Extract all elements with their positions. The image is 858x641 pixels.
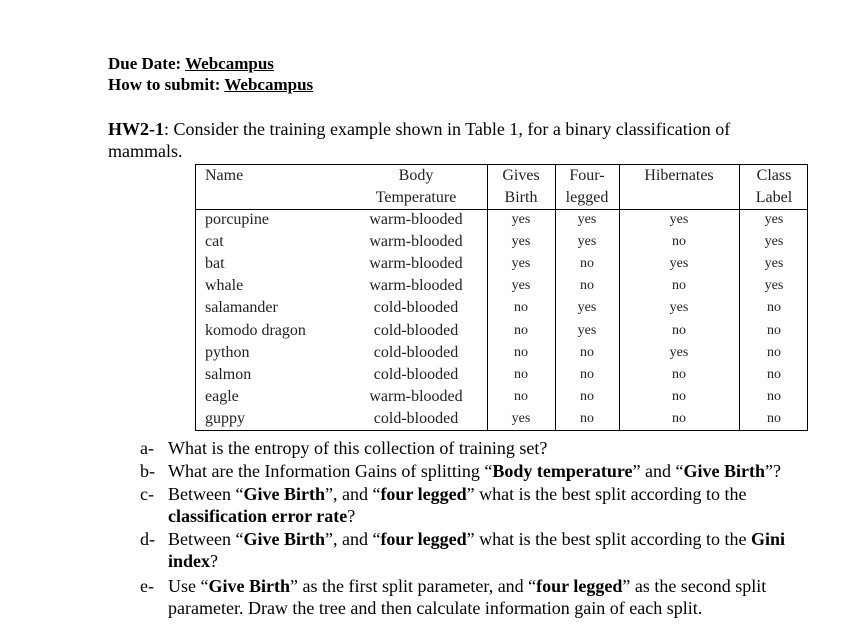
question-b: b- What are the Information Gains of splitting “Body temperature” and “Give Birth”? — [140, 461, 782, 481]
cell-four-legged: no — [580, 278, 594, 294]
how-to-submit-label: How to submit: — [108, 75, 221, 94]
problem-statement — [108, 118, 828, 162]
question-c: c- Between “Give Birth”, and “four legged” what is the best split according to the classification error rate? — [140, 484, 747, 526]
cell-class-label: no — [767, 410, 781, 426]
cell-gives-birth: no — [514, 344, 528, 360]
cell-gives-birth: no — [514, 388, 528, 404]
cell-class-label: yes — [764, 256, 784, 272]
cell-class-label: yes — [764, 234, 784, 250]
cell-class-label: no — [767, 344, 781, 360]
cell-gives-birth: yes — [511, 212, 531, 227]
cell-gives-birth: no — [514, 366, 528, 382]
cell-hibernates: no — [672, 234, 686, 250]
cell-hibernates: yes — [669, 212, 689, 227]
cell-body-temperature: cold-blooded — [373, 409, 459, 427]
header-class-1: Class — [756, 167, 792, 184]
problem-text-line1: : Consider the training example shown in Table 1, for a binary classification of — [164, 119, 731, 139]
cell-four-legged: no — [580, 366, 594, 382]
cell-four-legged: no — [580, 344, 594, 360]
cell-hibernates: no — [672, 278, 686, 294]
cell-gives-birth: no — [514, 300, 528, 316]
cell-hibernates: no — [672, 366, 686, 382]
cell-class-label: no — [767, 366, 781, 382]
cell-name: guppy — [205, 409, 245, 427]
cell-name: eagle — [205, 387, 239, 405]
header-hibernates: Hibernates — [644, 167, 714, 184]
cell-body-temperature: warm-blooded — [369, 277, 463, 295]
cell-gives-birth: yes — [511, 278, 531, 294]
question-a: a- What is the entropy of this collection of training set? — [140, 438, 548, 458]
header-body-1: Body — [398, 167, 434, 184]
cell-class-label: yes — [764, 278, 784, 294]
cell-body-temperature: cold-blooded — [373, 343, 459, 361]
due-date-label: Due Date: — [108, 54, 182, 73]
cell-gives-birth: yes — [511, 410, 531, 426]
header-four-2: legged — [565, 189, 609, 206]
cell-body-temperature: cold-blooded — [373, 365, 459, 383]
header-four-1: Four- — [569, 167, 605, 184]
cell-hibernates: no — [672, 322, 686, 338]
cell-body-temperature: warm-blooded — [369, 387, 463, 405]
cell-four-legged: no — [580, 388, 594, 404]
header-gives-2: Birth — [504, 189, 538, 206]
cell-four-legged: yes — [577, 234, 597, 250]
cell-body-temperature: cold-blooded — [373, 321, 459, 339]
cell-four-legged: no — [580, 256, 594, 272]
cell-name: porcupine — [205, 211, 269, 228]
question-d: d- Between “Give Birth”, and “four legged” what is the best split according to the Gini index? — [140, 529, 786, 571]
due-date-value: Webcampus — [185, 54, 274, 73]
cell-body-temperature: cold-blooded — [373, 299, 459, 317]
header-name: Name — [205, 167, 244, 184]
cell-body-temperature: warm-blooded — [369, 211, 463, 228]
question-e: e- Use “Give Birth” as the first split parameter, and “four legged” as the second split parameter. Draw the tree and then calculate information gain of each split. — [140, 576, 767, 618]
due-date-line — [108, 54, 274, 74]
cell-name: bat — [205, 255, 225, 273]
cell-name: whale — [205, 277, 244, 295]
cell-hibernates: yes — [669, 256, 689, 272]
cell-gives-birth: no — [514, 322, 528, 338]
training-data-table — [195, 164, 808, 431]
how-to-submit-line — [108, 75, 313, 95]
cell-class-label: no — [767, 300, 781, 316]
cell-gives-birth: yes — [511, 256, 531, 272]
cell-body-temperature: warm-blooded — [369, 255, 463, 273]
cell-four-legged: no — [580, 410, 594, 426]
cell-class-label: no — [767, 322, 781, 338]
problem-text-line2: mammals. — [108, 141, 183, 161]
cell-body-temperature: warm-blooded — [369, 233, 463, 251]
cell-name: salamander — [205, 299, 278, 317]
header-gives-1: Gives — [502, 167, 540, 184]
cell-four-legged: yes — [577, 322, 597, 338]
cell-name: komodo dragon — [205, 321, 306, 339]
problem-id: HW2-1 — [108, 119, 164, 139]
cell-class-label: no — [767, 388, 781, 404]
header-body-2: Temperature — [375, 189, 457, 206]
cell-hibernates: no — [672, 410, 686, 426]
cell-name: python — [205, 343, 250, 361]
cell-four-legged: yes — [577, 212, 597, 227]
cell-gives-birth: yes — [511, 234, 531, 250]
cell-name: salmon — [205, 365, 252, 383]
cell-four-legged: yes — [577, 300, 597, 316]
cell-name: cat — [205, 233, 224, 251]
header-class-2: Label — [755, 189, 793, 206]
cell-hibernates: yes — [669, 344, 689, 360]
cell-hibernates: no — [672, 388, 686, 404]
how-to-submit-value: Webcampus — [224, 75, 314, 94]
cell-class-label: yes — [764, 212, 784, 227]
cell-hibernates: yes — [669, 300, 689, 316]
